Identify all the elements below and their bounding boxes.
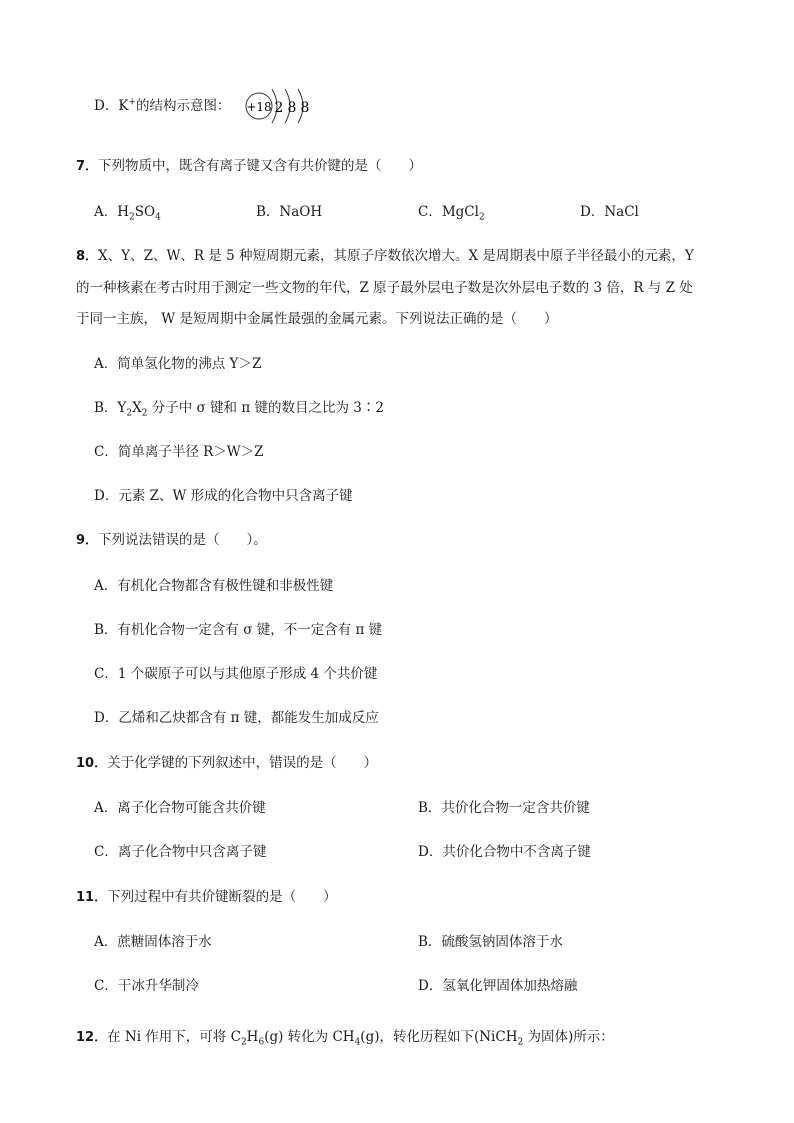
question-8-stem-line-3: 于同一主族， W 是短周期中金属性最强的金属元素。下列说法正确的是（ ） [76, 311, 558, 327]
q10-option-d: D．共价化合物中不含离子键 [418, 844, 591, 860]
q12-sub-2: 6 [258, 1037, 265, 1048]
q6-option-d-text: 的结构示意图： [135, 98, 231, 114]
q12-text-3: (g) 转化为 CH [264, 1029, 355, 1045]
question-10-text: 关于化学键的下列叙述中，错误的是（ ） [107, 755, 378, 771]
question-9-stem [76, 530, 267, 551]
q7-option-d-text: NaCl [604, 204, 639, 220]
q6-option-d [94, 96, 230, 116]
q10-option-b: B．共价化合物一定含共价键 [418, 800, 590, 816]
q7-option-b [256, 202, 322, 222]
q11-option-b: B．硫酸氢钠固体溶于水 [418, 934, 563, 950]
question-10-number: 10． [76, 756, 108, 771]
q7-option-a [94, 202, 161, 222]
q11-option-a: A．蔗糖固体溶于水 [94, 934, 212, 950]
question-8-stem-line-2: 的一种核素在考古时用于测定一些文物的年代，Z 原子最外层电子数是次外层电子数的 3 倍，R 与 Z 处 [76, 280, 693, 296]
q8-b-prefix: B．Y [94, 400, 127, 416]
nucleus-charge: +18 [246, 100, 272, 114]
question-8-number: 8． [76, 249, 99, 264]
q12-sub-3: 4 [354, 1037, 361, 1048]
q7-c-part1: MgCl [441, 204, 479, 220]
question-7-stem [76, 156, 422, 177]
q7-option-c [418, 202, 485, 222]
q7-a-sub1: 2 [129, 212, 135, 223]
q9-option-a: A．有机化合物都含有极性键和非极性键 [94, 578, 334, 594]
question-11-number: 11． [76, 890, 108, 905]
q12-text-2: H [246, 1029, 259, 1045]
q7-a-part2: SO [134, 204, 156, 220]
q6-option-d-label: D． [94, 98, 119, 114]
q7-option-d-label: D． [580, 204, 605, 220]
question-8-stem-line-1 [76, 246, 694, 267]
q8-option-b [94, 398, 384, 418]
q7-option-d [580, 202, 639, 222]
q7-option-a-label: A． [94, 204, 118, 220]
shell-1-electrons: 2 [274, 100, 284, 116]
q12-sub-4: 2 [517, 1037, 524, 1048]
question-7-number: 7． [76, 159, 99, 174]
q8-option-a: A．简单氢化物的沸点 Y＞Z [94, 356, 262, 372]
q9-option-b: B．有机化合物一定含有 σ 键，不一定含有 π 键 [94, 622, 383, 638]
shell-2-electrons: 8 [287, 100, 297, 116]
atom-structure-diagram [242, 84, 322, 130]
q9-option-d: D．乙烯和乙炔都含有 π 键，都能发生加成反应 [94, 710, 379, 726]
q7-option-b-text: NaOH [279, 204, 323, 220]
q6-ion-charge: + [128, 97, 136, 108]
question-10-stem [76, 753, 377, 774]
q12-text-1: 在 Ni 作用下，可将 C [107, 1029, 241, 1045]
q7-a-part1: H [117, 204, 130, 220]
question-9-number: 9． [76, 533, 99, 548]
shell-3-electrons: 8 [300, 100, 310, 116]
q10-option-c: C．离子化合物中只含离子键 [94, 844, 267, 860]
question-11-stem [76, 887, 337, 908]
question-9-text: 下列说法错误的是（ ）。 [98, 532, 267, 548]
question-11-text: 下列过程中有共价键断裂的是（ ） [107, 889, 337, 905]
q7-c-sub1: 2 [478, 212, 485, 223]
question-7-text: 下列物质中，既含有离子键又含有共价键的是（ ） [98, 158, 423, 174]
q7-option-b-label: B． [256, 204, 280, 220]
q12-text-4: (g)，转化历程如下(NiCH [360, 1029, 518, 1045]
q8-b-sub2: 2 [141, 408, 148, 419]
question-8-text-1: X、Y、Z、W、R 是 5 种短周期元素，其原子序数依次增大。X 是周期表中原子半径最小的元素，Y [98, 248, 694, 264]
q7-option-c-label: C． [418, 204, 442, 220]
question-12-stem [76, 1027, 614, 1048]
q8-b-sub1: 2 [126, 408, 133, 419]
q11-option-c: C．干冰升华制冷 [94, 978, 199, 994]
q9-option-c: C．1 个碳原子可以与其他原子形成 4 个共价键 [94, 666, 378, 682]
q6-ion-symbol: K [118, 98, 129, 114]
q8-option-c: C．简单离子半径 R＞W＞Z [94, 444, 264, 460]
q12-text-5: 为固体)所示： [523, 1029, 614, 1045]
q11-option-d: D．氢氧化钾固体加热熔融 [418, 978, 578, 994]
q8-b-mid: X [132, 400, 142, 416]
question-12-number: 12． [76, 1030, 108, 1045]
q8-option-d: D．元素 Z、W 形成的化合物中只含离子键 [94, 488, 353, 504]
q10-option-a: A．离子化合物可能含共价键 [94, 800, 266, 816]
q12-sub-1: 2 [240, 1037, 247, 1048]
q7-a-sub2: 4 [155, 212, 161, 223]
q8-b-rest: 分子中 σ 键和 π 键的数目之比为 3∶2 [147, 400, 384, 416]
